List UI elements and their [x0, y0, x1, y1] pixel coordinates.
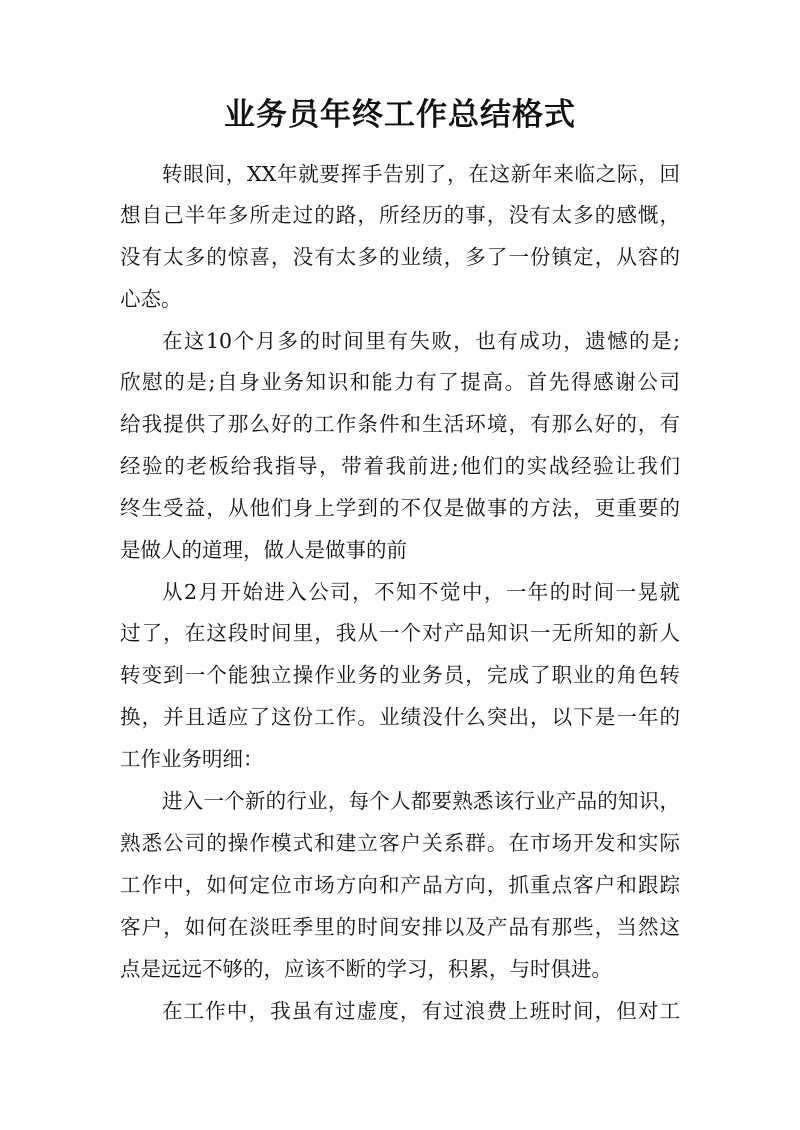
paragraph-line: 经验的老板给我指导，带着我前进;他们的实战经验让我们: [120, 454, 680, 478]
paragraph-line: 熟悉公司的操作模式和建立客户关系群。在市场开发和实际: [120, 831, 680, 855]
paragraph-line: 在这10个月多的时间里有失败，也有成功，遗憾的是;: [162, 329, 680, 353]
paragraph-line: 转变到一个能独立操作业务的业务员，完成了职业的角色转: [120, 663, 680, 687]
paragraph-line: 在工作中，我虽有过虚度，有过浪费上班时间，但对工: [162, 999, 680, 1023]
paragraph-line: 工作业务明细：: [120, 747, 264, 771]
paragraph-line: 转眼间，XX年就要挥手告别了，在这新年来临之际，回: [162, 162, 680, 186]
paragraph-line: 终生受益，从他们身上学到的不仅是做事的方法，更重要的: [120, 496, 680, 520]
paragraph-line: 进入一个新的行业，每个人都要熟悉该行业产品的知识，: [162, 789, 680, 813]
paragraph-line: 过了，在这段时间里，我从一个对产品知识一无所知的新人: [120, 621, 680, 645]
paragraph-line: 心态。: [120, 287, 182, 311]
paragraph-line: 工作中，如何定位市场方向和产品方向，抓重点客户和跟踪: [120, 873, 680, 897]
paragraph-line: 欣慰的是;自身业务知识和能力有了提高。首先得感谢公司: [120, 370, 680, 394]
paragraph-line: 给我提供了那么好的工作条件和生活环境，有那么好的，有: [120, 412, 680, 436]
paragraph-line: 从2月开始进入公司，不知不觉中，一年的时间一晃就: [162, 580, 680, 604]
paragraph-line: 换，并且适应了这份工作。业绩没什么突出，以下是一年的: [120, 705, 680, 729]
paragraph-line: 客户，如何在淡旺季里的时间安排以及产品有那些，当然这: [120, 915, 680, 939]
paragraph-line: 点是远远不够的，应该不断的学习，积累，与时俱进。: [120, 957, 612, 981]
paragraph-line: 没有太多的惊喜，没有太多的业绩，多了一份镇定，从容的: [120, 245, 680, 269]
document-title: 业务员年终工作总结格式: [224, 97, 576, 133]
paragraph-line: 是做人的道理，做人是做事的前: [120, 538, 407, 562]
paragraph-line: 想自己半年多所走过的路，所经历的事，没有太多的感慨，: [120, 203, 680, 227]
